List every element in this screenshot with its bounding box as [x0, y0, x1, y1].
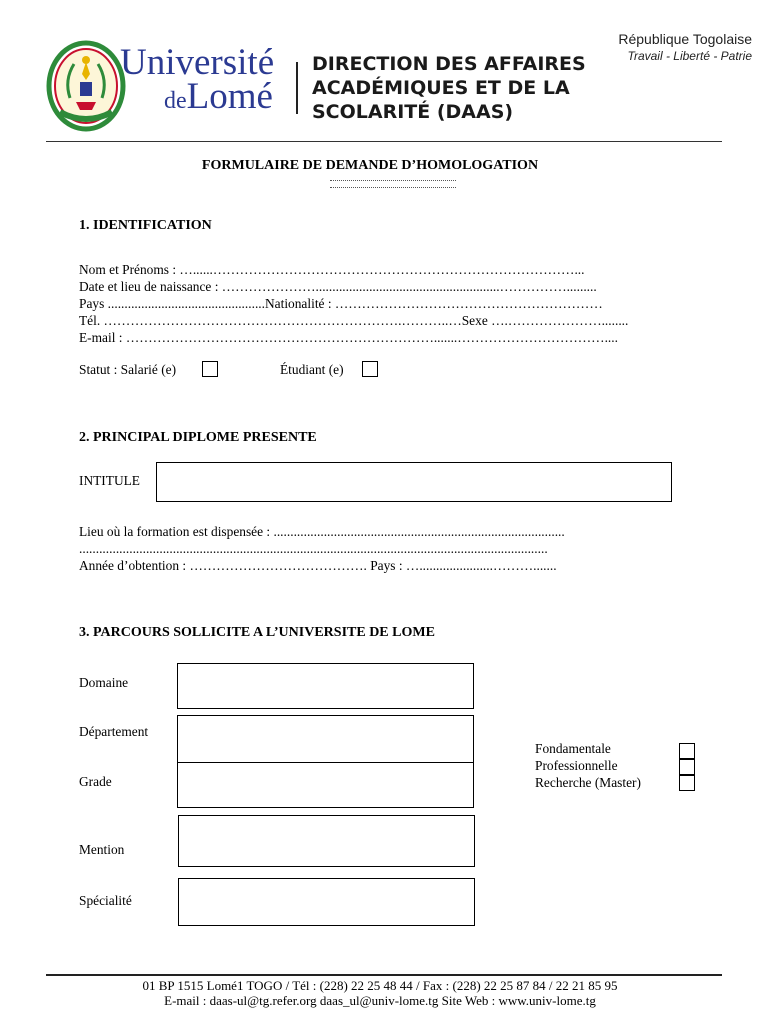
university-name-de: de [164, 88, 187, 114]
intitule-field[interactable] [156, 462, 672, 502]
title-underline [330, 180, 456, 188]
field-date-lieu-naissance[interactable]: Date et lieu de naissance : ………………….......................................................……………......... [79, 279, 597, 294]
option-fondamentale-label: Fondamentale [535, 741, 611, 756]
domaine-field[interactable] [177, 663, 474, 709]
section-identification-title: 1. IDENTIFICATION [79, 218, 212, 233]
mention-field[interactable] [178, 815, 475, 867]
field-annee-pays[interactable]: Année d’obtention : …………………………………. Pays : …......................………....... [79, 558, 557, 573]
footer-contact: E-mail : daas-ul@tg.refer.org daas_ul@univ-lome.tg Site Web : www.univ-lome.tg [164, 993, 596, 1008]
university-name [120, 42, 275, 118]
departement-field[interactable] [177, 715, 474, 763]
option-fondamentale-checkbox[interactable] [679, 743, 695, 759]
university-name-lome: Lomé [186, 76, 273, 117]
domaine-label: Domaine [79, 675, 129, 690]
section-diplome-title: 2. PRINCIPAL DIPLOME PRESENTE [79, 430, 317, 445]
department-line2: ACADÉMIQUES ET DE LA [312, 77, 570, 99]
intitule-label: INTITULE [79, 473, 140, 488]
header-rule [46, 141, 722, 142]
footer-address: 01 BP 1515 Lomé1 TOGO / Tél : (228) 22 25 48 44 / Fax : (228) 22 25 87 84 / 22 21 85 95 [142, 978, 618, 993]
etudiant-label: Étudiant (e) [280, 362, 344, 377]
option-professionnelle-label: Professionnelle [535, 758, 618, 773]
department-line3: SCOLARITÉ (DAAS) [312, 101, 514, 123]
republic-name: République Togolaise [618, 31, 752, 47]
field-pays-nationalite[interactable]: Pays ...............................................Nationalité : …………………………………………………… [79, 296, 603, 311]
grade-field[interactable] [177, 762, 474, 808]
grade-label: Grade [79, 774, 112, 789]
university-logo [46, 40, 126, 132]
option-recherche-label: Recherche (Master) [535, 775, 641, 790]
statut-label: Statut : Salarié (e) [79, 362, 177, 377]
university-name-line1: Université [120, 42, 275, 83]
field-email[interactable]: E-mail : …………………………………………………………….......…………………………….... [79, 330, 618, 345]
footer-rule [46, 974, 722, 976]
mention-label: Mention [79, 842, 125, 857]
specialite-label: Spécialité [79, 893, 132, 908]
specialite-field[interactable] [178, 878, 475, 926]
departement-label: Département [79, 724, 149, 739]
republic-block [618, 31, 752, 63]
field-lieu-formation[interactable]: Lieu où la formation est dispensée : ....................................................................................... [79, 524, 565, 539]
field-lieu-formation-cont[interactable]: ............................................................................................................................................ [79, 541, 548, 556]
option-recherche-checkbox[interactable] [679, 775, 695, 791]
option-professionnelle-checkbox[interactable] [679, 759, 695, 775]
header-divider [296, 62, 298, 114]
salarie-checkbox[interactable] [202, 361, 218, 377]
form-title: FORMULAIRE DE DEMANDE D’HOMOLOGATION [201, 158, 539, 173]
field-tel-sexe[interactable]: Tél. ………………………………………………………….………..…Sexe ….…………………........ [79, 313, 629, 328]
etudiant-checkbox[interactable] [362, 361, 378, 377]
field-nom-prenoms[interactable]: Nom et Prénoms : …......………………………………………………………………………... [79, 262, 585, 277]
department-name [312, 52, 586, 124]
department-line1: DIRECTION DES AFFAIRES [312, 53, 586, 75]
republic-motto: Travail - Liberté - Patrie [627, 49, 752, 63]
section-parcours-title: 3. PARCOURS SOLLICITE A L’UNIVERSITE DE LOME [79, 625, 435, 640]
